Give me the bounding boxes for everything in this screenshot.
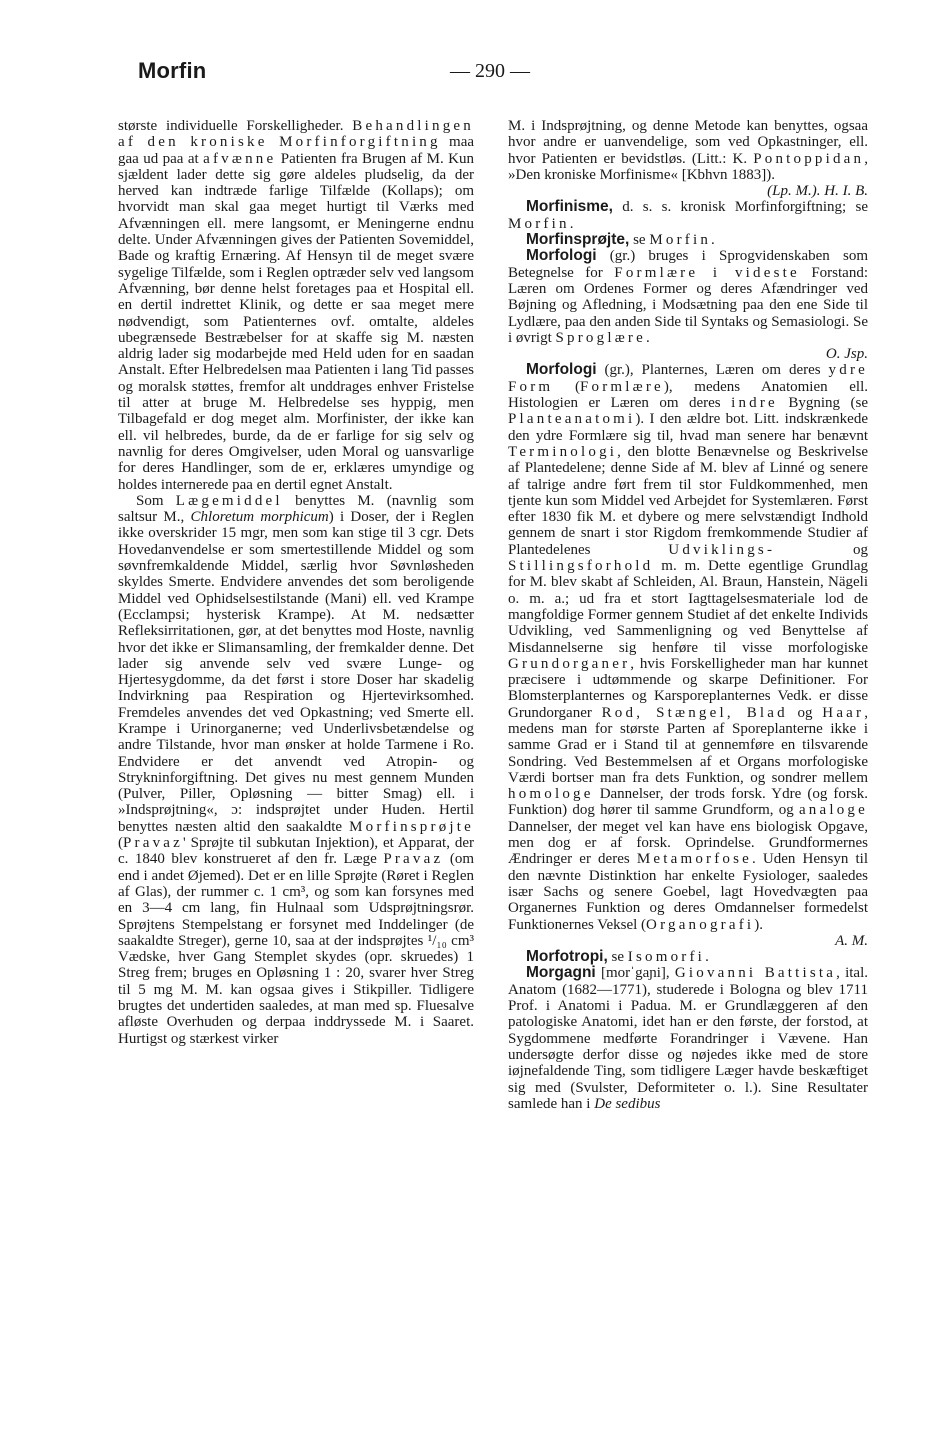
spaced-term: Formlære — [579, 378, 664, 395]
text-run: se — [629, 232, 650, 249]
spaced-term: homologe — [508, 786, 594, 803]
text-run: ), medens Anatomien ell. Histologien er Læren om deres — [508, 378, 868, 412]
text-run: , medens man for største Parten af Sporeplanterne ikke i samme Grad er i Stand til at gennemføre en tilsvarende Sondring. Ved Bestemmelsen af et Organs morfologiske Værdi bortser man fra dets Funktion, og sondrer mellem — [508, 704, 868, 786]
entry-morgagni — [508, 965, 868, 1112]
text-run: , den blotte Benævnelse og Beskrivelse af Plantedelene; denne Side af M. blev af Linné og senere af talrige andre ført frem til stor Fuldkommenhed, men tjente kun som Middel ved Arbejdet for Systemlæren. Først efter 1830 fik M. et dybere og mere selvstændigt Indhold gennem de snart i stor Rigdom fremkommende Studier af Plantedelenes — [508, 443, 868, 558]
italic-term: Chloretum morphicum — [190, 509, 329, 526]
text-run: , hvis Forskelligheder man har kunnet præcisere i udtømmende og skarpe Definitioner. For Blomsterplanternes og Karsporeplanternes Vedk. er disse Grundorganer — [508, 655, 868, 721]
text-run: , »Den kroniske Morfinisme« [Kbhvn 1883]). — [508, 150, 868, 183]
author-signature: A. M. — [835, 932, 868, 949]
text-run: ). I den ældre bot. Litt. indskrænkede den ydre Formlære sig til, hvad man senere har benævnt — [508, 411, 868, 444]
text-run: . — [711, 232, 715, 249]
text-run: , ital. Anatom (1682—1771), studerede i Bologna og blev 1711 Prof. i Anatomi i Padua. M. er Grundlæggeren af den patologiske Anatomi, idet han er den første, der forstod, at Sygdommene medførte Forandringer i Vævene. Han undersøgte derfor disse og nøjedes ikke med de store iøjnefaldende Ting, som tidligere Læger havde beskæftiget sig med (Svulster, Deformiteter o. l.). Sine Resultater samlede han i — [508, 965, 868, 1112]
text-run: største individuelle Forskelligheder. — [118, 118, 353, 134]
spaced-term: afvænne — [203, 150, 277, 167]
entry-morfinsproejte — [508, 232, 868, 248]
page-header — [0, 58, 928, 90]
cross-reference: Morfin — [508, 215, 570, 232]
spaced-term: Pontoppidan — [753, 150, 865, 167]
left-column — [118, 118, 474, 1047]
text-run: ) i Doser, der i Reglen ikke overskrider 15 mgr, men som kan stige til 3 cgr. Dets Hovedanvendelse er som smertestillende Middel og som søvnfremkaldende Middel, særlig hvor Søvnløsheden skyldes Smerte. Endvidere anvendes det som beroligende Middel ved Ophidselsestilstande (Mani) ell. ved Krampe (Ecclampsi; hysterisk Krampe). At M. nedsætter Refleksirritationen, gør, at det benyttes mod Hoste, navnlig hvor det ikke er Slimansamling, der fremkalder denne. Det lader sig anvende selv ved svære Lunge- og Hjertesygdomme, da det først i store Doser har skadelig Indvirkning paa Respiration og Hjertevirksomhed. Fremdeles anvendes det ved Opkastning; ved Smerte ell. Krampe i Urinorganerne; ved Underlivsbetændelse og andre Tilstande, hvor man ønsker at holde Tarmene i Ro. Endvidere er det anvendt ved Atropin- og Strykninforgiftning. Det gives nu mest gennem Munden (Pulver, Piller, Opløsning — bitter Smag) ell. i »Indsprøjtning«, ɔ: indsprøjtet under Huden. Hertil benyttes næsten altid den saakaldte — [118, 509, 474, 835]
text-run: Dannelser, der meget vel kan have ens biologisk Opgave, men dog er af forsk. Oprindelse. Grundformernes Ændringer er deres — [508, 818, 868, 868]
spaced-term: Morfinsprøjte — [349, 818, 474, 835]
spaced-term: Udviklings- — [668, 541, 776, 558]
headword: Morfinsprøjte, — [526, 231, 630, 249]
spaced-term: Haar — [822, 704, 865, 721]
text-run: (gr.) bruges i Sprogvidenskaben som Betegnelse for — [508, 248, 868, 281]
text-run: ' Sprøjte til subkutan Injektion), et Apparat, der c. 1840 blev konstrueret af den fr. Læge — [118, 835, 474, 868]
italic-term: De sedibus — [594, 1095, 661, 1112]
text-run: ( — [118, 835, 123, 852]
spaced-term: analoge — [798, 802, 868, 819]
spaced-term: Giovanni Battista — [674, 965, 837, 982]
entry-morfinisme — [508, 199, 868, 232]
text-run: . Uden Hensyn til den nævnte Distinktion har enkelte Fysiologer, saaledes især Sachs og senere Goebel, lagt Hovedvægten paa Organernes Funktion og deres Omdannelser formedelst Funktionernes Veksel ( — [508, 851, 868, 933]
text-run: Som — [136, 492, 176, 509]
text-run: Bygning (se — [777, 395, 868, 412]
spaced-term: Rod, Stængel, Blad — [601, 704, 788, 721]
text-run: (gr.), Planternes, Læren om deres — [596, 362, 829, 379]
paragraph-medicine — [118, 493, 474, 1047]
text-run: maa gaa ud paa at — [118, 134, 475, 167]
spaced-term: ydre Form — [508, 362, 868, 395]
page-number: — 290 — — [450, 60, 530, 82]
spaced-term: Formlære i videste — [614, 264, 800, 281]
cross-reference: Planteanatomi — [508, 411, 636, 428]
spaced-term: Behandlingen af den kroniske Morfinforgiftning — [118, 118, 474, 151]
text-run: Forstand: Læren om Ordenes Former og deres Afændringer ved Bøjning og Afledning, i Modsætning paa den ene Side til Lydlære, paa den anden Side til Syntaks og Semasiologi. Se i øvrigt — [508, 264, 868, 346]
paragraph-continuation — [508, 118, 868, 183]
spaced-term: Metamorfose — [636, 851, 753, 868]
text-run: Dannelser, der trods forsk. Ydre (og forsk. Funktion) dog hører til samme Grundform, og — [508, 786, 868, 819]
text-run: se — [607, 949, 628, 966]
text-run: og — [775, 541, 868, 558]
cross-reference: Isomorfi — [627, 949, 706, 966]
author-signature: O. Jsp. — [825, 346, 868, 363]
cross-reference: Morfin — [649, 232, 712, 249]
text-run: Patienten fra Brugen af M. Kun sjældent lader dette sig gøre aldeles pludselig, da der herved kan indtræde farlige Tilfælde (Kollaps); om hvorvidt man skal gaa meget hurtigt til Værks med Afvænningen ell. mere langsomt, er Meningerne endnu delte. Under Afvænningen gives der Patienten Sovemiddel, Bade og kraftig Ernæring. Af Hensyn til de meget svære sygelige Tilfælde, som i Reglen optræder selv ved langsom Afvænning, bør denne helst foretages paa et Hospital ell. en dertil indrettet Klinik, og dette er saa meget mere nødvendigt, som Patienternes ovf. omtalte, aldeles ubegrænsede Bestræbelser for at skaffe sig M. næsten aldrig lader sig modarbejde med Held uden for en saadan Anstalt. Efter Helbredelsen maa Patienten i lang Tid passes og moralsk støttes, fremfor alt unddrages enhver Fristelse til atter at bruge M. Helbredelse ses hyppig, men Tilbagefald er dog meget alm. Morfinister, der ikke kan ell. vil helbredes, burde, da de er farlige for sig selv og navnlig for deres Omgivelser, uden Moral og uansvarlige for deres Handlinger, som de er, erklæres umyndige og holdes internerede paa en dertil egnet Anstalt. — [118, 150, 474, 493]
spaced-term: Lægemiddel — [175, 492, 283, 509]
spaced-term: Pravaz — [383, 851, 444, 868]
text-run: m. m. Dette egentlige Grundlag for M. blev skabt af Schleiden, Al. Braun, Hanstein, Nägeli o. m. a.; ud fra et stort Iagttagelsesmateriale lod de mangfoldige Former gennem Studiet af det enkelte Individs Udvikling, ved Sammenligning og ved Benyttelse af Misdannelserne sig henføre til visse morfologiske — [508, 558, 868, 656]
text-run: [morˈgaɲi], — [595, 965, 675, 982]
signature-line — [508, 183, 868, 199]
entry-morfologi-language — [508, 248, 868, 362]
right-column — [508, 118, 868, 1112]
headword: Morfotropi, — [526, 948, 608, 966]
headword: Morfologi — [526, 247, 597, 265]
text-run: (om end i andet Øjemed). Det er en lille Sprøjte (Røret i Reglen af Glas), der rummer c. 1 cm³, og som kan forsynes med en 3—4 cm lang, fin Hulnaal som Udsprøjtningsrør. Sprøjtens Stempelstang er forsynet med Inddelinger (de saakaldte Streger), gerne 10, saa at der indsprøjtes ¹/₁₀ cm³ Vædske, hver Gang Stemplet skydes (opr. skruedes) 1 Streg frem; bruges en Opløsning 1 : 20, svarer hver Streg til 5 mg M. M. kan ogsaa gives i Stikpiller. Tidligere brugtes det undertiden saaledes, at man med sp. Fluesalve afløste Overhuden og derpaa inddryssede M. i Saaret. Hurtigst og stærkest virker — [118, 851, 474, 1047]
text-run: M. i Indsprøjtning, og denne Metode kan benyttes, ogsaa hvor andre er uanvendelige, som ved Opkastninger, ell. hvor Patienten er bevidstløs. (Litt.: K. — [508, 118, 868, 167]
spaced-term: Grundorganer — [508, 655, 631, 672]
text-run: . — [705, 949, 709, 966]
spaced-term: Stillingsforhold — [508, 558, 654, 575]
text-run: og — [787, 704, 823, 721]
spaced-term: Pravaz — [123, 835, 184, 852]
spaced-term: indre — [731, 395, 778, 412]
text-run: ). — [754, 916, 764, 933]
headword: Morgagni — [526, 964, 596, 982]
text-run: . — [569, 215, 574, 232]
text-run: ( — [553, 378, 580, 395]
author-signature: (Lp. M.). H. I. B. — [767, 183, 868, 200]
headword: Morfinisme, — [526, 198, 613, 216]
cross-reference: Sproglære — [555, 329, 646, 346]
cross-reference: Organografi — [646, 916, 755, 933]
entry-morfotropi — [508, 949, 868, 965]
headword: Morfologi — [526, 361, 597, 379]
spaced-term: Terminologi — [508, 443, 618, 460]
text-run: d. s. s. kronisk Morfinforgiftning; se — [612, 199, 868, 216]
text-run: benyttes M. (navnlig som saltsur M., — [118, 492, 474, 526]
paragraph-treatment — [118, 118, 474, 493]
running-head: Morfin — [138, 58, 207, 83]
text-run: . — [645, 329, 650, 346]
entry-morfologi-plants — [508, 362, 868, 949]
